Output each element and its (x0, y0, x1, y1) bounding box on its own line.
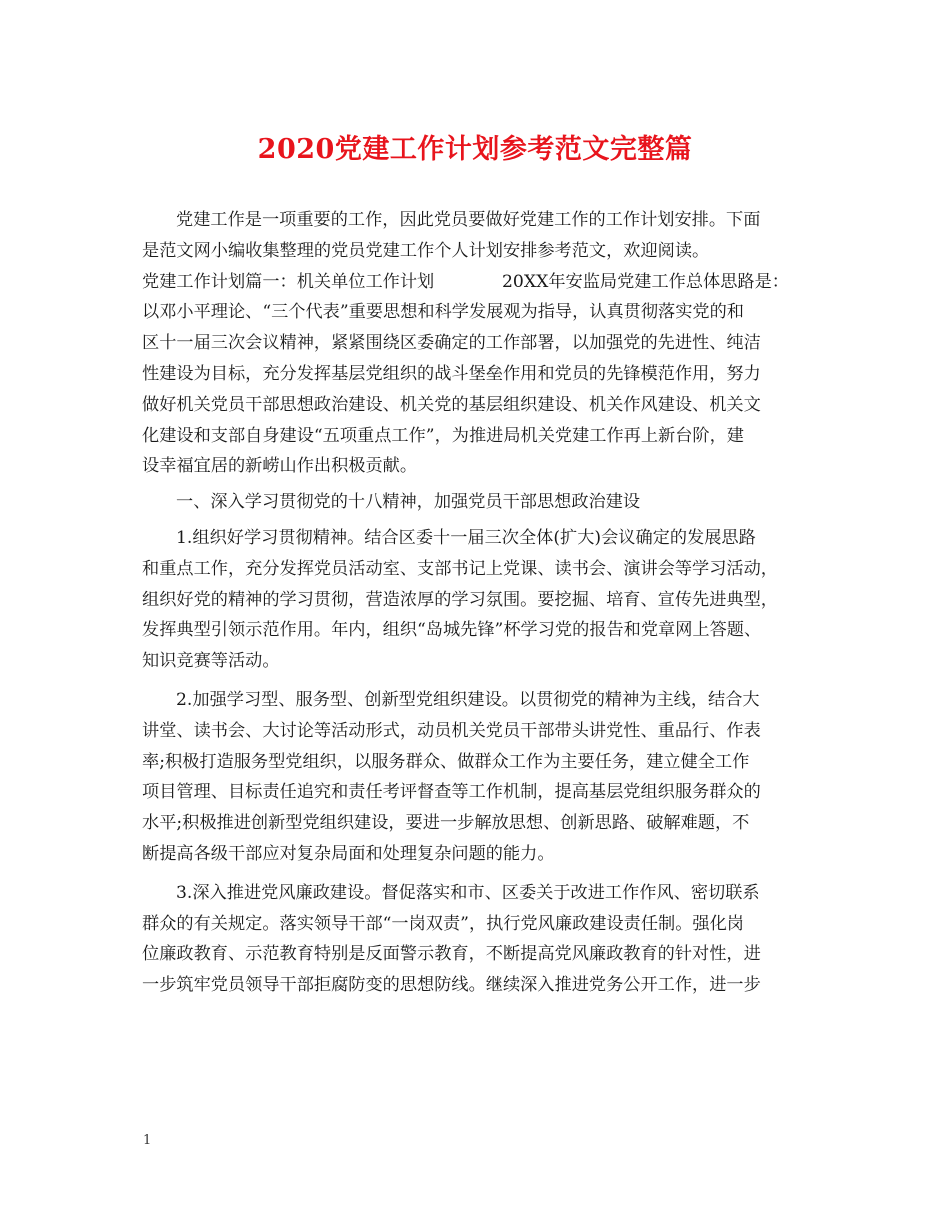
text-line: 性建设为目标，充分发挥基层党组织的战斗堡垒作用和党员的先锋模范作用，努力 (142, 363, 761, 384)
text-line: 组织好党的精神的学习贯彻，营造浓厚的学习氛围。要挖掘、培育、宣传先进典型， (142, 589, 778, 610)
text-line: 讲堂、读书会、大讨论等活动形式，动员机关党员干部带头讲党性、重品行、作表 (142, 720, 761, 741)
text-line: 率;积极打造服务型党组织，以服务群众、做群众工作为主要任务，建立健全工作 (142, 751, 750, 772)
intro-paragraph (142, 205, 814, 267)
text-line: 位廉政教育、示范教育特别是反面警示教育，不断提高党风廉政教育的针对性，进 (142, 944, 761, 965)
section-heading: 一、深入学习贯彻党的十八精神，加强党员干部思想政治建设 (176, 492, 641, 513)
text-line: 设幸福宜居的新崂山作出积极贡献。 (142, 456, 418, 477)
text-line: 以邓小平理论、“三个代表”重要思想和科学发展观为指导，认真贯彻落实党的和 (142, 302, 744, 323)
text-line: 2.加强学习型、服务型、创新型党组织建设。以贯彻党的精神为主线，结合大 (176, 689, 760, 710)
overview-paragraph (142, 297, 814, 482)
item-paragraph (142, 685, 814, 870)
text-line: 党建工作是一项重要的工作，因此党员要做好党建工作的工作计划安排。下面 (176, 210, 761, 230)
text-line: 一步筑牢党员领导干部拒腐防变的思想防线。继续深入推进党务公开工作，进一步 (142, 975, 761, 996)
text-line: 1.组织好学习贯彻精神。结合区委十一届三次全体(扩大)会议确定的发展思路 (176, 527, 756, 548)
text-line: 发挥典型引领示范作用。年内，组织“岛城先锋”杯学习党的报告和党章网上答题、 (142, 620, 762, 641)
document-title: 2020党建工作计划参考范文完整篇 (257, 134, 693, 165)
text-line: 是范文网小编收集整理的党员党建工作个人计划安排参考范文，欢迎阅读。 (142, 240, 710, 261)
text-line: 3.深入推进党风廉政建设。督促落实和市、区委关于改进工作作风、密切联系 (176, 882, 760, 903)
plan-heading-right: 20XX年安监局党建工作总体思路是： (502, 271, 789, 292)
plan-heading (142, 267, 814, 298)
text-line: 知识竞赛等活动。 (142, 651, 280, 672)
page-number: 1 (143, 1133, 152, 1148)
text-line: 断提高各级干部应对复杂局面和处理复杂问题的能力。 (142, 843, 555, 864)
document-body (142, 205, 814, 1001)
item-paragraph (142, 878, 814, 1001)
text-line: 做好机关党员干部思想政治建设、机关党的基层组织建设、机关作风建设、机关文 (142, 394, 761, 415)
text-line: 化建设和支部自身建设“五项重点工作”，为推进局机关党建工作再上新台阶，建 (142, 425, 744, 446)
text-line: 和重点工作，充分发挥党员活动室、支部书记上党课、读书会、演讲会等学习活动， (142, 558, 778, 579)
text-line: 水平;积极推进创新型党组织建设，要进一步解放思想、创新思路、破解难题，不 (142, 813, 750, 834)
text-line: 群众的有关规定。落实领导干部“一岗双责”，执行党风廉政建设责任制。强化岗 (142, 913, 744, 934)
text-line: 项目管理、目标责任追究和责任考评督查等工作机制，提高基层党组织服务群众的 (142, 782, 761, 803)
plan-heading-left: 党建工作计划篇一：机关单位工作计划 (142, 271, 435, 292)
text-line: 区十一届三次会议精神，紧紧围绕区委确定的工作部署，以加强党的先进性、纯洁 (142, 333, 761, 354)
item-paragraph (142, 523, 814, 677)
